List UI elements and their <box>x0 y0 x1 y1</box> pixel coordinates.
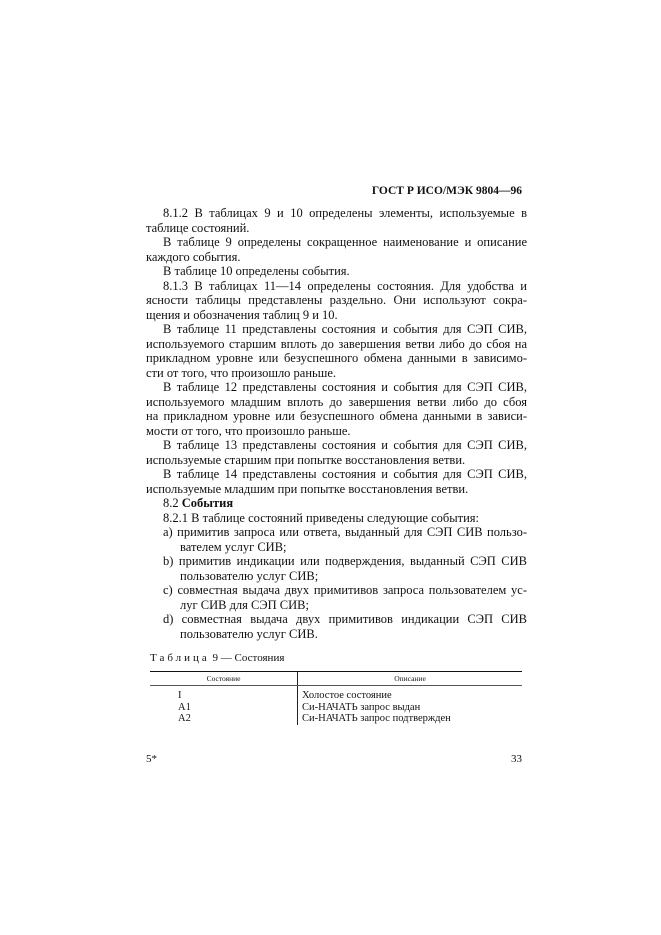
paragraph-line: используемые старшим при попытке восстановления ветви. <box>146 452 466 467</box>
list-item-line: b) примитив индикации или подверждения, выданный СЭП СИВ <box>163 554 527 568</box>
state-code: I <box>178 690 182 701</box>
document-header: ГОСТ Р ИСО/МЭК 9804—96 <box>371 185 522 197</box>
section-intro: 8.2.1 В таблице состояний приведены следующие события: <box>163 510 479 525</box>
paragraph-line: 8.1.3 В таблицах 11—14 определены состояния. Для удобства и <box>163 278 527 293</box>
states-table <box>150 671 522 725</box>
state-description: Си-НАЧАТЬ запрос подтвержден <box>298 713 523 725</box>
list-item-line: пользователю услуг СИВ. <box>180 626 318 641</box>
paragraph-line: В таблице 9 определены сокращенное наименование и описание <box>163 235 527 249</box>
paragraph-line: мости от того, что произошло раньше. <box>146 423 351 438</box>
paragraph-line: на прикладном уровне или безуспешного обмена данными в зависи- <box>146 409 527 423</box>
list-item-line: c) совместная выдача двух примитивов запроса пользователем ус- <box>163 583 527 597</box>
paragraph-line: используемые младшим при попытке восстановления ветви. <box>146 481 469 496</box>
section-heading <box>146 496 527 511</box>
table-caption-prefix: Таблица <box>150 652 210 664</box>
table-header-state: Состояние <box>150 672 298 686</box>
list-item-line: a) примитив запроса или ответа, выданный для СЭП СИВ пользо- <box>163 525 527 539</box>
events-list <box>146 525 527 641</box>
footer-mark: 5* <box>146 753 157 765</box>
paragraph-line: каждого события. <box>146 249 241 264</box>
table-row <box>150 702 522 714</box>
paragraph-line: прикладном уровне или безуспешного обмена данными в зависимо- <box>146 351 527 365</box>
body-text <box>146 206 527 641</box>
table-row <box>150 713 522 725</box>
state-description: Си-НАЧАТЬ запрос выдан <box>298 702 523 714</box>
paragraph-line: В таблице 10 определены события. <box>163 264 350 278</box>
table-caption <box>150 652 284 664</box>
list-item-line: луг СИВ для СЭП СИВ; <box>180 597 309 612</box>
paragraph-line: сти от того, что произошло раньше. <box>146 365 337 380</box>
list-item-line: d) совместная выдача двух примитивов индикации СЭП СИВ <box>163 612 527 626</box>
list-item-line: вателем услуг СИВ; <box>180 539 287 554</box>
state-code: A2 <box>178 713 191 724</box>
page-number: 33 <box>511 753 522 765</box>
paragraphs <box>146 206 527 496</box>
paragraph-line: 8.1.2 В таблицах 9 и 10 определены элементы, используемые в <box>163 206 527 220</box>
table-row <box>150 686 522 702</box>
table-caption-text: 9 — Состояния <box>212 652 285 664</box>
paragraph-line: В таблице 14 представлены состояния и события для СЭП СИВ, <box>163 467 527 481</box>
paragraph-line: используемого младшим вплоть до завершения ветви либо до сбоя <box>146 394 527 409</box>
table-header-description: Описание <box>298 672 523 686</box>
list-item-line: пользователю услуг СИВ; <box>180 568 319 583</box>
paragraph-line: таблице состояний. <box>146 220 250 235</box>
paragraph-line: используемого старшим вплоть до завершения ветви либо до сбоя на <box>146 336 527 351</box>
paragraph-line: В таблице 11 представлены состояния и события для СЭП СИВ, <box>163 322 527 336</box>
paragraph-line: В таблице 13 представлены состояния и события для СЭП СИВ, <box>163 438 527 452</box>
state-code: A1 <box>178 701 191 713</box>
section-title: События <box>181 496 234 510</box>
paragraph-line: щения и обозначения таблиц 9 и 10. <box>146 307 338 322</box>
section-number: 8.2 <box>163 496 179 510</box>
paragraph-line: ясности таблицы представлены раздельно. Они используют сокра- <box>146 293 527 307</box>
paragraph-line: В таблице 12 представлены состояния и события для СЭП СИВ, <box>163 380 527 394</box>
state-description: Холостое состояние <box>298 686 523 702</box>
